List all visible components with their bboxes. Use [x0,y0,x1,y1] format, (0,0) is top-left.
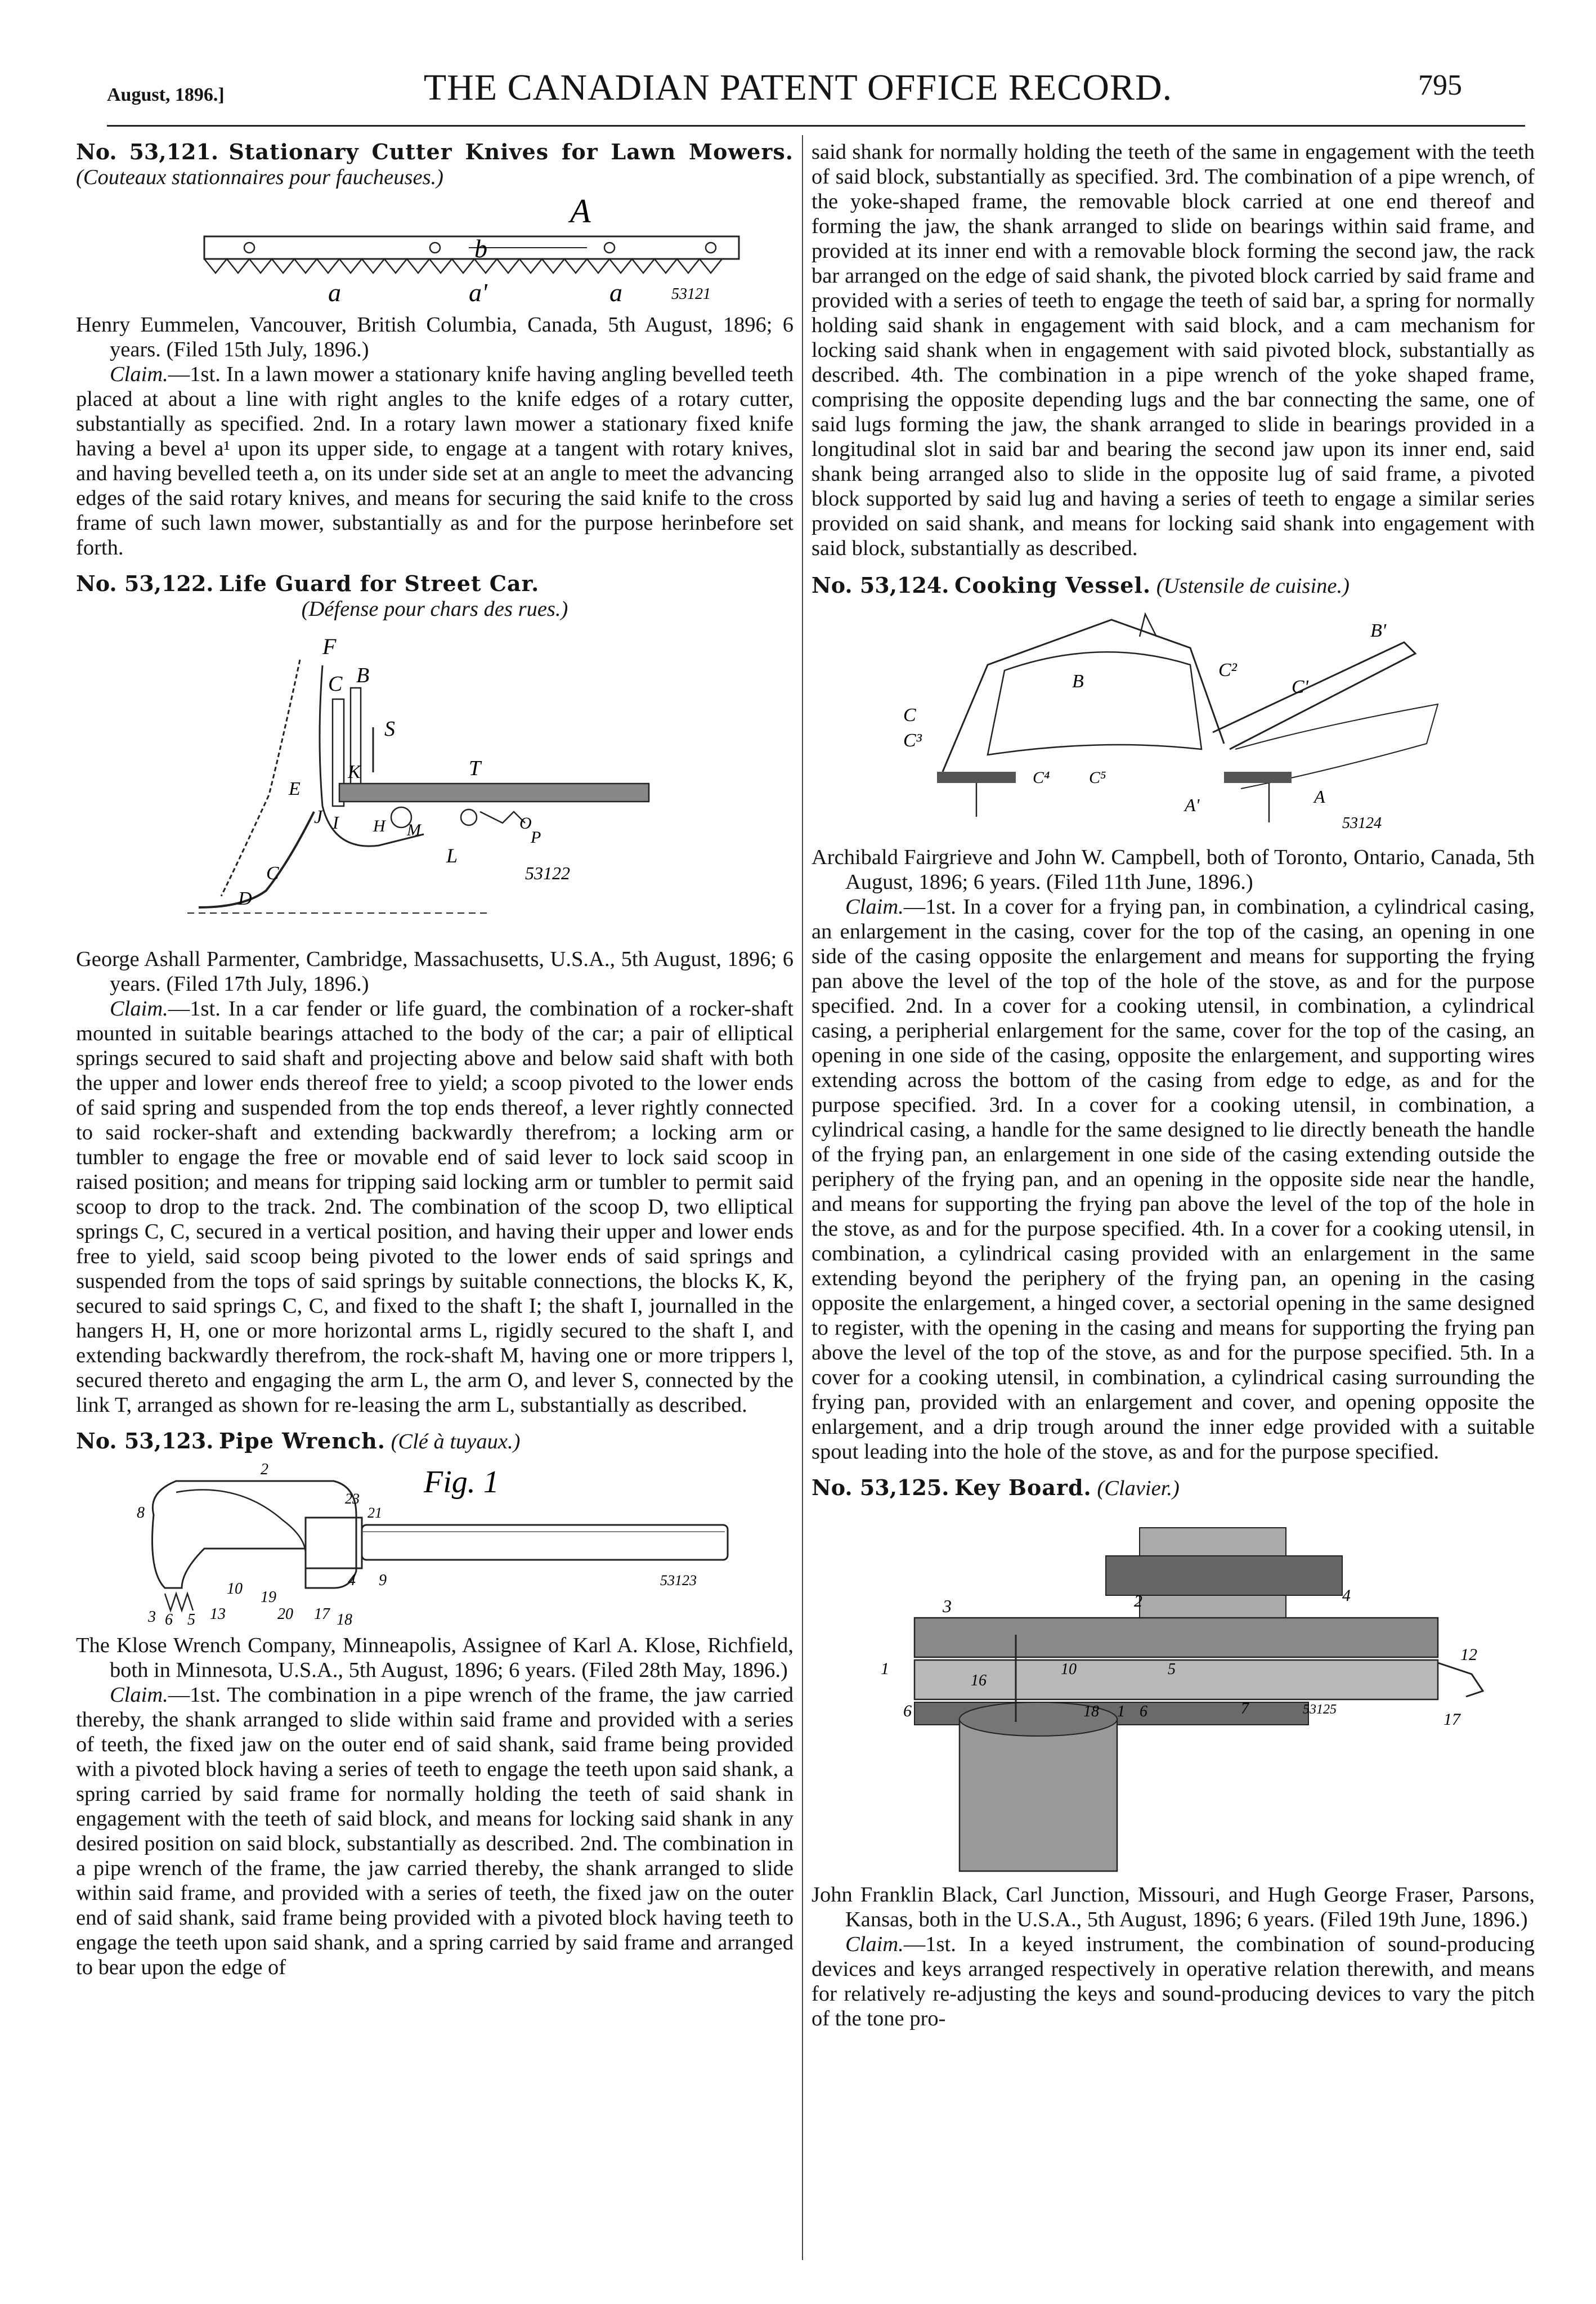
continued-claim-53123: said shank for normally holding the teeth of the same in engagement with the teeth of said block, substantially as specified. 3rd. The combination of a pipe wrench, of the yoke-shaped frame, the removable block carried at one end thereof and forming the jaw, the shank arranged to slide on bearings within said frame, and provided at its inner end with a removable block forming the second jaw, the rack bar arranged on the edge of said shank, the pivoted block carried by said frame and provided with a series of teeth to engage the teeth of said bar, a spring for normally holding said shank in engagement with said block, and a cam mechanism for locking said shank when in engagement with said pivoted block, substantially as described. 4th. The combination in a pipe wrench of the yoke shaped frame, comprising the opposite depending lugs and the bar connecting the same, one of said lugs forming the jaw, the shank arranged to slide in bearings provided in a longitudinal slot in said bar and bearing the second jaw upon its inner end, said shank being arranged also to slide in the opposite lug of said frame, a pivoted block supported by said lug and having a series of teeth to engage a similar series provided on said shank, and means for locking said shank into engagement with said block, substantially as described. [812,140,1535,560]
entry-title: Cooking Vessel. [954,572,1151,598]
entry-heading [76,140,793,190]
patent-entry-53124 [812,573,1535,1464]
header-rule [107,125,1525,127]
fig-label: C² [1218,660,1237,681]
entry-patentee: John Franklin Black, Carl Junction, Missouri, and Hugh George Fraser, Parsons, Kansas, both in the U.S.A., 5th August, 1896; 6 years. (Filed 19th June, 1896.) [812,1883,1535,1931]
fig-label: 2 [260,1461,268,1478]
entry-title-french: (Défense pour chars des rues.) [301,597,568,621]
figure-53125-key-board [847,1505,1500,1877]
fig-label: A' [1184,795,1199,815]
header-date: August, 1896.] [107,84,225,105]
entry-patentee: Archibald Fairgrieve and John W. Campbell, both of Toronto, Ontario, Canada, 5th August, 1896; 6 years. (Filed 11th June, 1896.) [812,845,1535,894]
fig-label: A [1313,786,1325,807]
fig-label: C [903,705,916,726]
fig-label: 21 [367,1505,382,1521]
fig-label: 1 [1117,1703,1125,1720]
fig-label: 16 [970,1672,987,1689]
figure-53124-cooking-vessel [875,603,1472,839]
fig-label: 6 [903,1702,912,1720]
fig-label: 17 [313,1605,330,1623]
fig-label: O [519,814,532,833]
fig-label: 53123 [660,1572,697,1589]
fig-label: D [237,888,252,909]
fig-label: a [328,278,341,307]
fig-label: 17 [1443,1710,1460,1729]
patent-entry-53123 [76,1429,793,1980]
claim-label: Claim. [845,1932,904,1956]
fig-label: T [468,757,481,780]
claim-label: Claim. [110,997,168,1021]
fig-label: C [328,672,342,696]
fig-label: A [570,194,591,230]
fig-label: 53125 [1302,1702,1337,1717]
header-page-number: 795 [1418,69,1462,101]
entry-title: Pipe Wrench. [219,1428,385,1453]
fig-label: C⁴ [1032,768,1050,787]
fig-label: 53121 [671,285,711,303]
entry-title: Stationary Cutter Knives for Lawn Mowers. [228,139,793,164]
claim-label: Claim. [110,1683,168,1707]
fig-label: 13 [209,1605,226,1623]
fig-label: 2 [1133,1592,1142,1610]
figure-53123-pipe-wrench [92,1459,778,1627]
fig-label: L [446,844,458,867]
entry-claim [76,362,793,560]
fig-label: C [266,863,279,884]
entry-claim [812,894,1535,1464]
claim-text: —1st. The combination in a pipe wrench of the frame, the jaw carried thereby, the shank arranged to slide within said frame and provided with a series of teeth, the fixed jaw on the outer end of said shank, said frame being provided with a pivoted block having a series of teeth to engage the teeth upon said shank, a spring carried by said frame for normally holding the teeth of said shank in engagement with the teeth of said block, and means for locking said shank in any desired position on said block, substantially as described. 2nd. The combination in a pipe wrench of the frame, the jaw carried thereby, the shank arranged to slide within said frame, and provided with a series of teeth, the fixed jaw on the outer end of said shank, said frame being provided with a pivoted block having teeth to engage the teeth upon said shank, and a spring carried by said frame and arranged to bear upon the edge of [76,1683,793,1979]
fig-label: C' [1291,677,1308,697]
fig-label: b [474,234,487,263]
header-title: THE CANADIAN PATENT OFFICE RECORD. [423,67,1173,108]
fig-label: C⁵ [1088,768,1106,787]
fig-label: C³ [903,730,922,751]
entry-patentee: George Ashall Parmenter, Cambridge, Massachusetts, U.S.A., 5th August, 1896; 6 years. (Filed 17th July, 1896.) [76,947,793,996]
right-column [812,140,1535,2042]
fig-label: 12 [1460,1645,1477,1664]
claim-text: —1st. In a keyed instrument, the combination of sound-producing devices and keys arranged respectively in operative relation therewith, and means for relatively re-adjusting the keys and sound-producing devices to vary the pitch of the tone pro- [812,1932,1535,2030]
fig-label: Fig. 1 [423,1465,499,1500]
fig-label: K [347,762,361,782]
fig-label: P [530,828,541,847]
entry-title-french: (Ustensile de cuisine.) [1156,574,1350,598]
fig-label: B [1072,671,1084,692]
claim-label: Claim. [845,895,904,919]
fig-label: 18 [1083,1703,1099,1720]
figure-53121-knife [103,194,767,307]
fig-label: 10 [1060,1661,1077,1678]
fig-label: 8 [136,1504,145,1522]
fig-label: 6 [164,1611,173,1627]
fig-label: a [609,278,622,307]
patent-entry-53121 [76,140,793,560]
fig-label: 20 [277,1605,293,1623]
fig-label: 7 [1240,1700,1249,1717]
fig-label: 3 [147,1608,156,1626]
entry-number: No. 53,124. [812,572,949,598]
fig-label: M [406,821,421,839]
entry-title-french-line [76,597,793,621]
fig-label: 18 [336,1611,352,1627]
claim-text: —1st. In a lawn mower a stationary knife having angling bevelled teeth placed at about a line with right angles to the knife edges of a rotary cutter, substantially as specified. 2nd. In a rotary lawn mower a stationary fixed knife having a bevel a¹ upon its upper side, to engage at a tangent with rotary knives, and having bevelled teeth a, on its under side set at an angle to meet the advancing edges of the said rotary knives, and means for securing the said knife to the cross frame of such lawn mower, substantially as and for the purpose herinbefore set forth. [76,363,793,560]
fig-label: S [384,717,395,741]
fig-label: 1 [880,1659,889,1678]
entry-claim [76,1683,793,1980]
fig-label: J [313,807,322,827]
entry-heading [812,1475,1535,1501]
entry-heading [76,571,793,597]
fig-label: 5 [1167,1661,1176,1678]
entry-heading [812,573,1535,598]
fig-label: 10 [226,1580,243,1598]
fig-label: 4 [347,1572,356,1589]
entry-heading [76,1429,793,1454]
patent-entry-53125 [812,1475,1535,2031]
fig-label: 4 [1342,1586,1351,1605]
entry-number: No. 53,121. [76,139,219,164]
entry-title-french: (Clavier.) [1097,1477,1180,1500]
entry-number: No. 53,122. [76,571,214,596]
fig-label: 5 [187,1611,195,1627]
entry-title: Life Guard for Street Car. [219,571,540,596]
entry-title: Key Board. [954,1475,1092,1500]
fig-label: F [322,634,336,659]
fig-label: 9 [378,1572,387,1589]
patent-entry-53122 [76,571,793,1417]
left-column [76,140,793,1991]
fig-label: 6 [1139,1703,1147,1720]
entry-title-french: (Couteaux stationnaires pour faucheuses.) [76,165,443,189]
fig-label: I [332,812,339,833]
claim-text: —1st. In a car fender or life guard, the combination of a rocker-shaft mounted in suitable bearings attached to the body of the car; a pair of elliptical springs secured to said shaft and projecting above and below said shaft with both the upper and lower ends thereof free to yield; a scoop pivoted to the lower ends of said spring and suspended from the top ends thereof, a lever rightly connected to said rocker-shaft and extending backwardly therefrom; a locking arm or tumbler to engage the free or movable end of said lever to lock said scoop in raised position; and means for tripping said locking arm or tumbler to permit said scoop to drop to the track. 2nd. The combination of the scoop D, two elliptical springs C, C, secured in a vertical position, and having their upper and lower ends free to yield, said scoop being pivoted to the lower ends of said springs and suspended from the tops of said springs by suitable connections, the blocks K, K, secured to said springs C, C, and fixed to the shaft I; the shaft I, journalled in the hangers H, H, one or more horizontal arms L, rigidly secured to the shaft I, and extending backwardly therefrom, the rock-shaft M, having one or more trippers l, secured thereto and engaging the arm L, the arm O, and lever S, connected by the link T, arranged as shown for re-leasing the arm L, substantially as described. [76,997,793,1417]
fig-label: 53124 [1342,815,1382,832]
entry-patentee: The Klose Wrench Company, Minneapolis, Assignee of Karl A. Klose, Richfield, both in Minnesota, U.S.A., 5th August, 1896; 6 years. (Filed 28th May, 1896.) [76,1634,793,1682]
fig-label: H [373,817,385,835]
figure-53122-life-guard [154,626,716,941]
fig-label: 3 [942,1596,952,1616]
entry-patentee: Henry Eummelen, Vancouver, British Columbia, Canada, 5th August, 1896; 6 years. (Filed 15th July, 1896.) [76,313,793,361]
claim-text: —1st. In a cover for a frying pan, in combination, a cylindrical casing, an enlargement in the casing, cover for the top of the casing, an opening in one side of the casing opposite the enlargement and means for supporting the frying pan above the level of the top of the hole of the stove, as and for the purpose specified. 2nd. In a cover for a cooking utensil, in combination, a cylindrical casing, a peripherial enlargement for the same, cover for the top of the casing, an opening in one side of the casing, opposite the enlargement, and supporting wires extending across the bottom of the casing from edge to edge, as and for the purpose specified. 3rd. In a cover for a cooking utensil, in combination, a cylindrical casing, a handle for the same designed to lie directly beneath the handle of the frying pan, an enlargement in one side of the casing extending outside the periphery of the frying pan, and an opening in the opposite side near the handle, and means for supporting the frying pan above the level of the top of the hole in the stove, as and for the purpose specified. 4th. In a cover for a cooking utensil, in combination, a cylindrical casing provided with an enlargement in the same extending beyond the periphery of the frying pan, an opening in the casing opposite the enlargement, a hinged cover, a sectorial opening in the same designed to register, with the opening in the casing and means for supporting the frying pan above the level of the top of the stove, as and for the purpose specified. 5th. In a cover for a cooking utensil, in combination, a cylindrical casing surrounding the frying pan, provided with an enlargement and cover, and opening opposite the enlargement, and a drip trough around the inner edge provided with a suitable spout leading into the hole of the stove, as and for the purpose specified. [812,895,1535,1464]
entry-claim [812,1932,1535,2031]
column-divider [802,135,803,2260]
entry-number: No. 53,125. [812,1475,949,1500]
claim-label: Claim. [110,363,168,386]
fig-label: 53122 [524,863,570,883]
entry-title-french: (Clé à tuyaux.) [391,1430,521,1453]
entry-claim [76,996,793,1417]
fig-label: a' [468,278,487,307]
fig-label: 19 [260,1589,276,1606]
fig-label: B [356,664,369,687]
fig-label: E [288,779,301,799]
fig-label: 23 [344,1491,360,1507]
fig-label: B' [1370,620,1386,641]
entry-number: No. 53,123. [76,1428,214,1453]
